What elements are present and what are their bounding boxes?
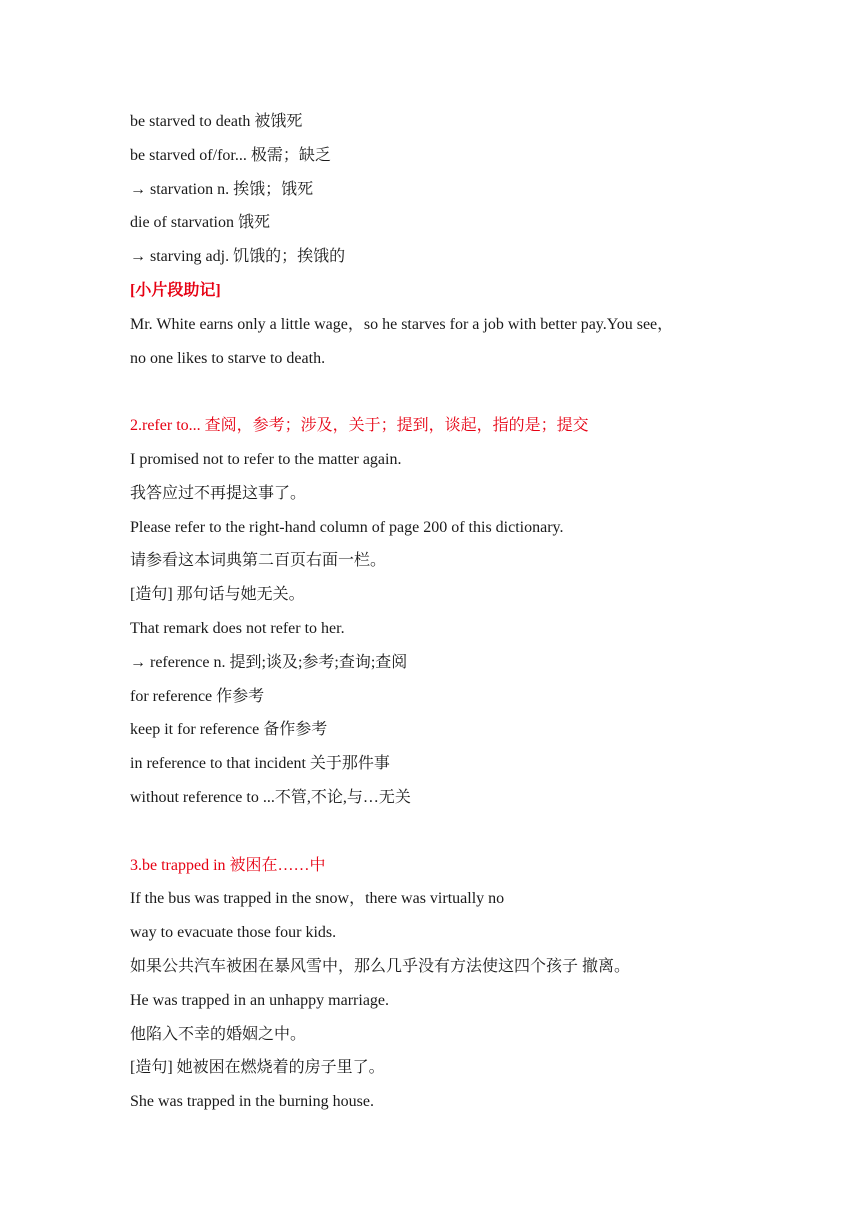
derivative-starvation: → starvation n. 挨饿；饿死 bbox=[130, 180, 314, 198]
phrase-starved-to-death: be starved to death 被饿死 bbox=[130, 113, 303, 130]
derivative-starving: → starving adj. 饥饿的；挨饿的 bbox=[130, 248, 346, 266]
derivative-reference: → reference n. 提到;谈及;参考;查询;查阅 bbox=[130, 653, 408, 671]
example-zh: 我答应过不再提这事了。 bbox=[130, 484, 307, 502]
example-zh: 他陷入不幸的婚姻之中。 bbox=[130, 1025, 307, 1043]
sentence-making-answer: That remark does not refer to her. bbox=[130, 619, 345, 637]
example-en: He was trapped in an unhappy marriage. bbox=[130, 991, 390, 1009]
phrase-in-reference-to: in reference to that incident 关于那件事 bbox=[130, 755, 390, 773]
example-zh: 请参看这本词典第二百页右面一栏。 bbox=[130, 552, 387, 570]
example-en: I promised not to refer to the matter again. bbox=[130, 450, 402, 468]
sentence-making-prompt: [造句] 那句话与她无关。 bbox=[130, 586, 305, 604]
mnemonic-text-line-1: Mr. White earns only a little wage，so he starves for a job with better pay.You see， bbox=[130, 315, 674, 333]
phrase-keep-it-for-reference: keep it for reference 备作参考 bbox=[130, 721, 328, 739]
phrase-for-reference: for reference 作参考 bbox=[130, 687, 265, 705]
sentence-making-answer: She was trapped in the burning house. bbox=[130, 1093, 374, 1111]
mnemonic-heading: [小片段助记] bbox=[130, 281, 221, 299]
example-en-line-2: way to evacuate those four kids. bbox=[130, 924, 337, 942]
phrase-without-reference-to: without reference to ...不管,不论,与…无关 bbox=[130, 788, 411, 806]
example-zh: 如果公共汽车被困在暴风雪中，那么几乎没有方法使这四个孩子 撤离。 bbox=[130, 957, 631, 975]
phrase-die-of-starvation: die of starvation 饿死 bbox=[130, 214, 270, 232]
sentence-making-prompt: [造句] 她被困在燃烧着的房子里了。 bbox=[130, 1059, 385, 1077]
phrase-starved-of-for: be starved of/for... 极需；缺乏 bbox=[130, 146, 331, 164]
document-page bbox=[130, 108, 770, 1122]
example-en: Please refer to the right-hand column of page 200 of this dictionary. bbox=[130, 518, 564, 536]
blank-line bbox=[130, 818, 770, 852]
section-heading-trapped-in: 3.be trapped in 被困在……中 bbox=[130, 856, 326, 874]
example-en-line-1: If the bus was trapped in the snow，there was virtually no bbox=[130, 890, 505, 908]
mnemonic-text-line-2: no one likes to starve to death. bbox=[130, 349, 326, 367]
blank-line bbox=[130, 378, 770, 412]
section-heading-refer-to: 2.refer to... 查阅，参考；涉及，关于；提到，谈起，指的是；提交 bbox=[130, 417, 589, 435]
